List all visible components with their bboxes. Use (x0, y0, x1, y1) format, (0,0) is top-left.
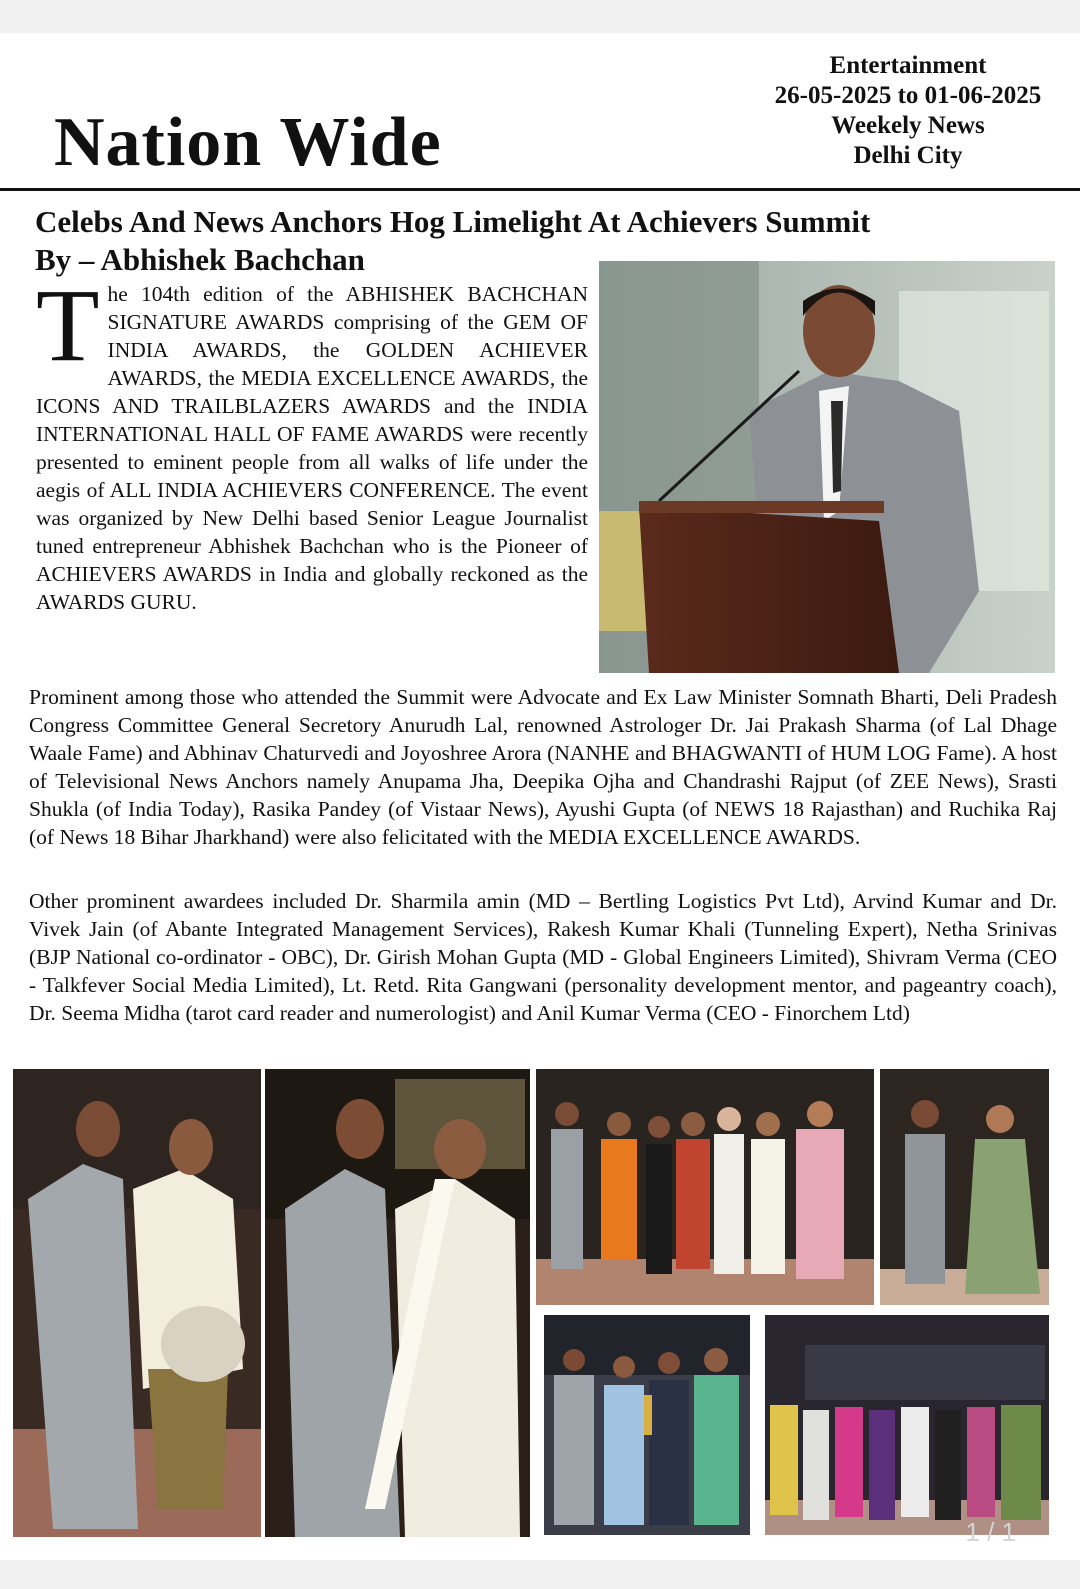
masthead (0, 33, 1080, 193)
date-range: 26-05-2025 to 01-06-2025 (774, 82, 1042, 109)
felicitation-shawl-photo (265, 1069, 530, 1537)
city-label: Delhi City (853, 142, 963, 169)
newspaper-page (0, 33, 1080, 1560)
article-headline: Celebs And News Anchors Hog Limelight At Achievers Summit (35, 204, 871, 239)
trophy-presentation-photo (544, 1315, 750, 1535)
section-label: Entertainment (829, 52, 987, 79)
pair-portrait-photo (880, 1069, 1049, 1305)
page-number: 1 / 1 (965, 1517, 1016, 1547)
header-divider (0, 188, 1080, 191)
article-paragraph-3: Other prominent awardees included Dr. Sharmila amin (MD – Bertling Logistics Pvt Ltd), Arvind Kumar and Dr. Vivek Jain (of Abante Integrated Management Services), Rakesh Kumar Khali (Tunneling Expert), Netha Srinivas (BJP National co-ordinator - OBC), Dr. Girish Mohan Gupta (MD - Global Engineers Limited), Shivram Verma (CEO - Talkfever Social Media Limited), Lt. Retd. Rita Gangwani (personality development mentor, and pageantry coach), Dr. Seema Midha (tarot card reader and numerologist) and Anil Kumar Verma (CEO - Finorchem Ltd) (29, 889, 1057, 1025)
edition-info (758, 51, 1058, 171)
lead-text: he 104th edition of the ABHISHEK BACHCHAN SIGNATURE AWARDS comprising of the GEM OF INDIA AWARDS, the GOLDEN ACHIEVER AWARDS, the MEDIA EXCELLENCE AWARDS, the ICONS AND TRAILBLAZERS AWARDS and the INDIA INTERNATIONAL HALL OF FAME AWARDS were recently presented to eminent people from all walks of life under the aegis of ALL INDIA ACHIEVERS CONFERENCE. The event was organized by New Delhi based Senior League Journalist tuned entrepreneur Abhishek Bachchan who is the Pioneer of ACHIEVERS AWARDS in India and globally reckoned as the AWARDS GURU. (36, 282, 588, 614)
drop-cap: T (36, 268, 100, 383)
article-byline: By – Abhishek Bachchan (35, 242, 365, 277)
speaker-at-podium-photo (599, 261, 1055, 673)
article-paragraph-2: Prominent among those who attended the Summit were Advocate and Ex Law Minister Somnath Bharti, Deli Pradesh Congress Committee General Secretory Anurudh Lal, renowned Astrologer Dr. Jai Prakash Sharma (of Lal Dhage Waale Fame) and Abhinav Chaturvedi and Joyoshree Arora (NANHE and BHAGWANTI of HUM LOG Fame). A host of Televisional News Anchors namely Anupama Jha, Deepika Ojha and Chandrashi Rajput (of ZEE News), Srasti Shukla (of India Today), Rasika Pandey (of Vistaar News), Ayushi Gupta (of NEWS 18 Rajasthan) and Ruchika Raj (of News 18 Bihar Jharkhand) were also felicitated with the MEDIA EXCELLENCE AWARDS. (29, 685, 1057, 849)
group-stage-photo (536, 1069, 874, 1305)
award-couple-photo (13, 1069, 261, 1537)
lead-paragraph (36, 268, 588, 616)
edition-label: Weekely News (831, 112, 985, 139)
group-awardees-photo (765, 1315, 1049, 1535)
newspaper-title: Nation Wide (54, 104, 442, 181)
